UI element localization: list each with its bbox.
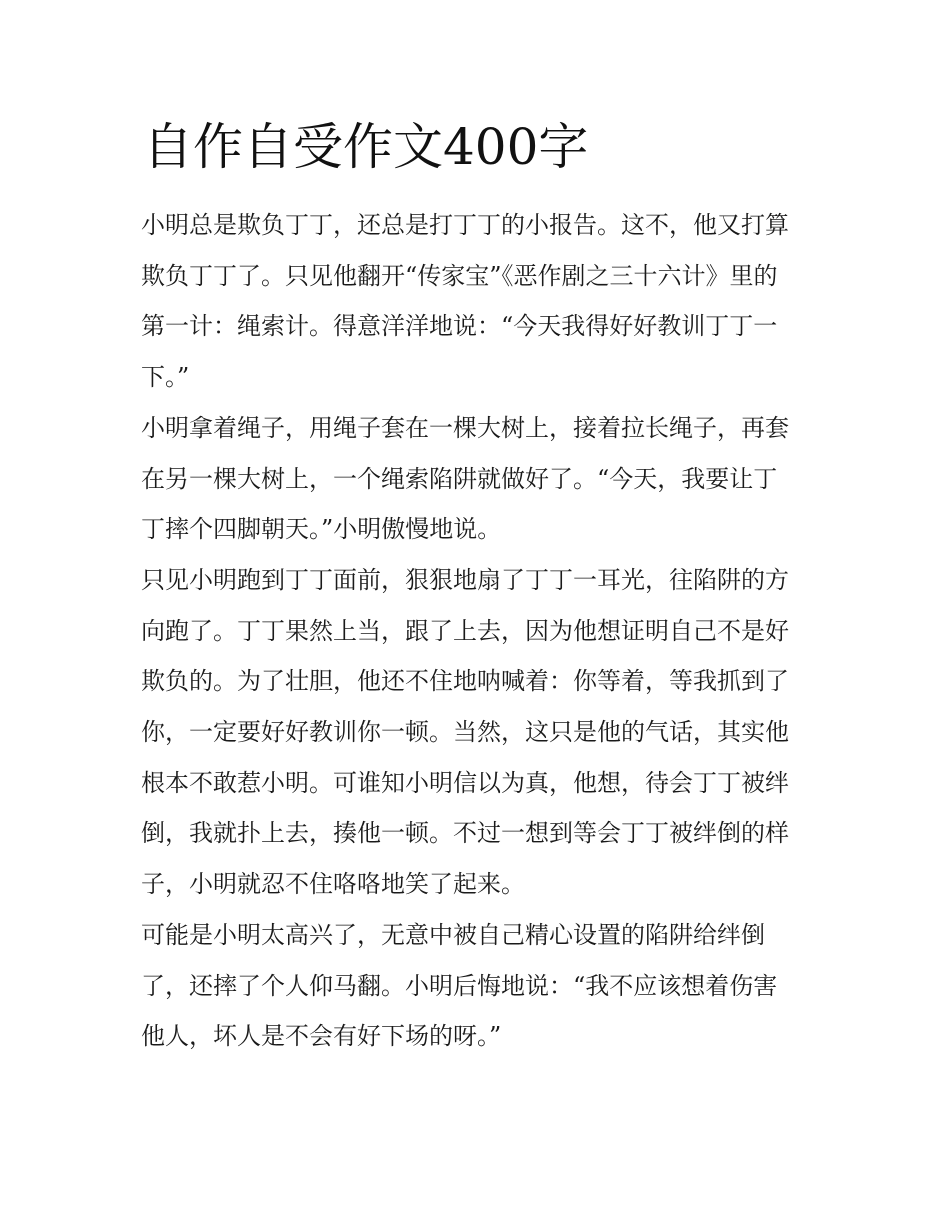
text-line: 第一计：绳索计。得意洋洋地说：“今天我得好好教训丁丁一 bbox=[141, 312, 778, 341]
text-line: 向跑了。丁丁果然上当，跟了上去，因为他想证明自己不是好 bbox=[141, 616, 789, 645]
paragraph-1 bbox=[141, 200, 813, 403]
text-line: 欺负的。为了壮胆，他还不住地呐喊着：你等着，等我抓到了 bbox=[141, 667, 789, 696]
document-body bbox=[141, 200, 813, 1062]
text-line: 倒，我就扑上去，揍他一顿。不过一想到等会丁丁被绊倒的样 bbox=[141, 819, 789, 848]
text-line: 他人，坏人是不会有好下场的呀。” bbox=[141, 1022, 502, 1051]
text-line: 根本不敢惹小明。可谁知小明信以为真，他想，待会丁丁被绊 bbox=[141, 768, 789, 797]
text-line: 下。” bbox=[141, 363, 190, 392]
text-line: 你，一定要好好教训你一顿。当然，这只是他的气话，其实他 bbox=[141, 718, 789, 747]
text-line: 子，小明就忍不住咯咯地笑了起来。 bbox=[141, 870, 525, 899]
text-line: 只见小明跑到丁丁面前，狠狠地扇了丁丁一耳光，往陷阱的方 bbox=[141, 565, 789, 594]
text-line: 丁摔个四脚朝天。”小明傲慢地说。 bbox=[141, 515, 502, 544]
text-line: 了，还摔了个人仰马翻。小明后悔地说：“我不应该想着伤害 bbox=[141, 971, 778, 1000]
paragraph-3 bbox=[141, 555, 813, 910]
text-line: 小明拿着绳子，用绳子套在一棵大树上，接着拉长绳子，再套 bbox=[141, 413, 789, 442]
text-line: 可能是小明太高兴了，无意中被自己精心设置的陷阱给绊倒 bbox=[141, 920, 765, 949]
paragraph-4 bbox=[141, 910, 813, 1062]
page-title: 自作自受作文400字 bbox=[143, 118, 589, 176]
text-line: 欺负丁丁了。只见他翻开“传家宝”《恶作剧之三十六计》里的 bbox=[141, 261, 778, 290]
paragraph-2 bbox=[141, 403, 813, 555]
text-line: 在另一棵大树上，一个绳索陷阱就做好了。“今天，我要让丁 bbox=[141, 464, 778, 493]
text-line: 小明总是欺负丁丁，还总是打丁丁的小报告。这不，他又打算 bbox=[141, 211, 789, 239]
